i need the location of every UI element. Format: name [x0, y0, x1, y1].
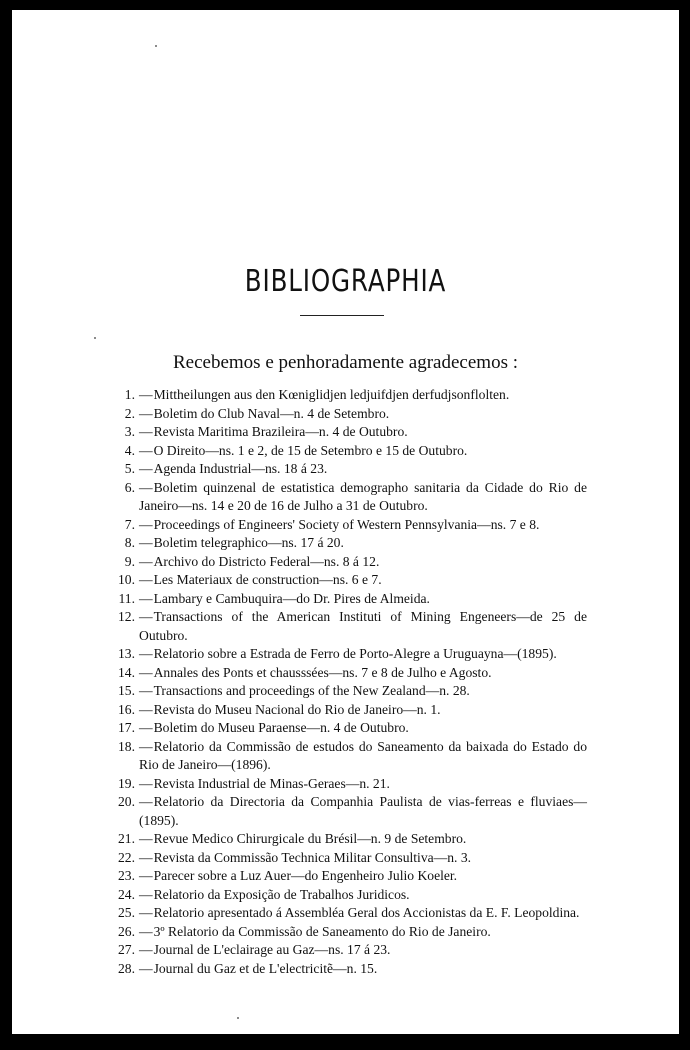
entry-text: Agenda Industrial—ns. 18 á 23.: [153, 461, 328, 476]
entry-number: 5.: [124, 461, 135, 476]
entry-dash: —: [139, 942, 153, 957]
list-item: [107, 534, 587, 553]
list-item: [107, 571, 587, 590]
entry-dash: —: [139, 572, 153, 587]
entry-number: 21.: [118, 831, 135, 846]
entry-dash: —: [139, 405, 153, 421]
entry-number: 11.: [118, 590, 135, 606]
entry-dash: —: [139, 960, 153, 976]
entry-number: 1.: [124, 387, 135, 402]
entry-number: 26.: [118, 923, 135, 939]
entry-number: 22.: [118, 849, 135, 865]
entry-number: 27.: [118, 942, 135, 957]
list-item: [107, 386, 587, 405]
entry-number: 19.: [118, 775, 135, 791]
entry-number: 9.: [124, 553, 135, 569]
entry-text: Boletim do Club Naval—n. 4 de Setembro.: [153, 405, 390, 421]
entry-dash: —: [139, 646, 153, 661]
entry-text: Boletim quinzenal de estatistica demographo sanitaria da Cidade do Rio de Janeiro—ns. 14 e 20 de 16 de Julho a 31 de Outubro.: [139, 479, 587, 513]
entry-text: Proceedings of Engineers' Society of Western Pennsylvania—ns. 7 e 8.: [153, 516, 540, 532]
entry-number: 23.: [118, 868, 135, 883]
list-item: [107, 479, 587, 516]
entry-text: O Direito—ns. 1 e 2, de 15 de Setembro e 15 de Outubro.: [153, 442, 468, 458]
entry-text: Transactions and proceedings of the New Zealand—n. 28.: [153, 683, 470, 698]
list-item: [107, 423, 587, 442]
speck-mark: [94, 337, 96, 339]
list-item: [107, 701, 587, 720]
list-item: [107, 886, 587, 905]
entry-dash: —: [139, 886, 153, 902]
entry-dash: —: [139, 609, 153, 624]
entry-dash: —: [139, 738, 153, 754]
entry-dash: —: [139, 775, 153, 791]
entry-number: 12.: [118, 609, 135, 624]
title-divider: [300, 315, 384, 316]
bibliography-list: [107, 386, 587, 978]
entry-dash: —: [139, 442, 153, 458]
entry-text: Relatorio da Exposição de Trabalhos Juridicos.: [153, 886, 410, 902]
entry-text: Les Materiaux de construction—ns. 6 e 7.: [153, 572, 382, 587]
list-item: [107, 645, 587, 664]
list-item: [107, 608, 587, 645]
list-item: [107, 682, 587, 701]
entry-number: 25.: [118, 905, 135, 920]
entry-text: Revue Medico Chirurgicale du Brésil—n. 9 de Setembro.: [153, 831, 467, 846]
entry-dash: —: [139, 553, 153, 569]
entry-dash: —: [139, 720, 153, 735]
list-item: [107, 830, 587, 849]
entry-dash: —: [139, 664, 153, 680]
entry-text: Revista Industrial de Minas-Geraes—n. 21.: [153, 775, 390, 791]
list-item: [107, 460, 587, 479]
entry-dash: —: [139, 479, 153, 495]
entry-dash: —: [139, 424, 153, 439]
entry-number: 3.: [124, 424, 135, 439]
list-item: [107, 553, 587, 572]
entry-text: Revista do Museu Nacional do Rio de Janeiro—n. 1.: [153, 701, 441, 717]
entry-dash: —: [139, 387, 153, 402]
speck-mark: [237, 1017, 239, 1019]
list-item: [107, 516, 587, 535]
list-item: [107, 405, 587, 424]
entry-text: Annales des Ponts et chausssées—ns. 7 e 8 de Julho e Agosto.: [153, 664, 492, 680]
entry-dash: —: [139, 516, 153, 532]
entry-text: Mittheilungen aus den Kœniglidjen ledjuifdjen derfudjsonflolten.: [153, 387, 510, 402]
entry-text: Revista da Commissão Technica Militar Consultiva—n. 3.: [153, 849, 472, 865]
entry-dash: —: [139, 868, 153, 883]
entry-number: 20.: [118, 794, 135, 809]
list-item: [107, 849, 587, 868]
intro-text: Recebemos e penhoradamente agradecemos :: [172, 352, 518, 373]
list-item: [107, 941, 587, 960]
entry-text: Journal du Gaz et de L'electricitẽ—n. 15.: [153, 960, 378, 976]
entry-dash: —: [139, 590, 153, 606]
list-item: [107, 793, 587, 830]
entry-text: Parecer sobre a Luz Auer—do Engenheiro Julio Koeler.: [153, 868, 458, 883]
entry-dash: —: [139, 831, 153, 846]
page-title: BIBLIOGRAPHIA: [244, 264, 447, 299]
list-item: [107, 442, 587, 461]
entry-dash: —: [139, 683, 153, 698]
entry-number: 15.: [118, 683, 135, 698]
entry-number: 6.: [124, 479, 135, 495]
entry-dash: —: [139, 535, 153, 550]
entry-number: 24.: [118, 886, 135, 902]
entry-number: 13.: [118, 646, 135, 661]
list-item: [107, 664, 587, 683]
list-item: [107, 775, 587, 794]
entry-number: 4.: [124, 442, 135, 458]
entry-text: Boletim telegraphico—ns. 17 á 20.: [153, 535, 344, 550]
entry-number: 16.: [118, 701, 135, 717]
entry-text: Relatorio sobre a Estrada de Ferro de Porto-Alegre a Uruguayna—(1895).: [153, 646, 557, 661]
entry-dash: —: [139, 849, 153, 865]
entry-text: Transactions of the American Instituti of Mining Engeneers—de 25 de Outubro.: [139, 609, 587, 643]
entry-text: Lambary e Cambuquira—do Dr. Pires de Almeida.: [153, 590, 430, 606]
entry-number: 14.: [118, 664, 135, 680]
list-item: [107, 904, 587, 923]
list-item: [107, 923, 587, 942]
entry-text: Archivo do Districto Federal—ns. 8 á 12.: [153, 553, 380, 569]
entry-text: Relatorio da Commissão de estudos do Saneamento da baixada do Estado do Rio de Janeiro—(1896).: [139, 738, 587, 772]
list-item: [107, 590, 587, 609]
list-item: [107, 719, 587, 738]
entry-dash: —: [139, 461, 153, 476]
entry-dash: —: [139, 905, 153, 920]
entry-number: 10.: [118, 572, 135, 587]
entry-text: Boletim do Museu Paraense—n. 4 de Outubro.: [153, 720, 409, 735]
entry-text: Journal de L'eclairage au Gaz—ns. 17 á 23.: [153, 942, 391, 957]
list-item: [107, 867, 587, 886]
entry-dash: —: [139, 794, 153, 809]
entry-number: 28.: [118, 960, 135, 976]
entry-text: 3º Relatorio da Commissão de Saneamento do Rio de Janeiro.: [153, 923, 491, 939]
list-item: [107, 960, 587, 979]
entry-number: 17.: [118, 720, 135, 735]
entry-text: Relatorio apresentado á Assembléa Geral dos Accionistas da E. F. Leopoldina.: [153, 905, 580, 920]
entry-number: 18.: [118, 738, 135, 754]
speck-mark: [155, 45, 157, 47]
entry-number: 8.: [124, 535, 135, 550]
entry-number: 7.: [124, 516, 135, 532]
entry-dash: —: [139, 923, 153, 939]
list-item: [107, 738, 587, 775]
entry-dash: —: [139, 701, 153, 717]
document-page: [12, 10, 679, 1034]
entry-number: 2.: [124, 405, 135, 421]
entry-text: Revista Maritima Brazileira—n. 4 de Outubro.: [153, 424, 408, 439]
entry-text: Relatorio da Directoria da Companhia Paulista de vias-ferreas e fluviaes—(1895).: [139, 794, 587, 828]
